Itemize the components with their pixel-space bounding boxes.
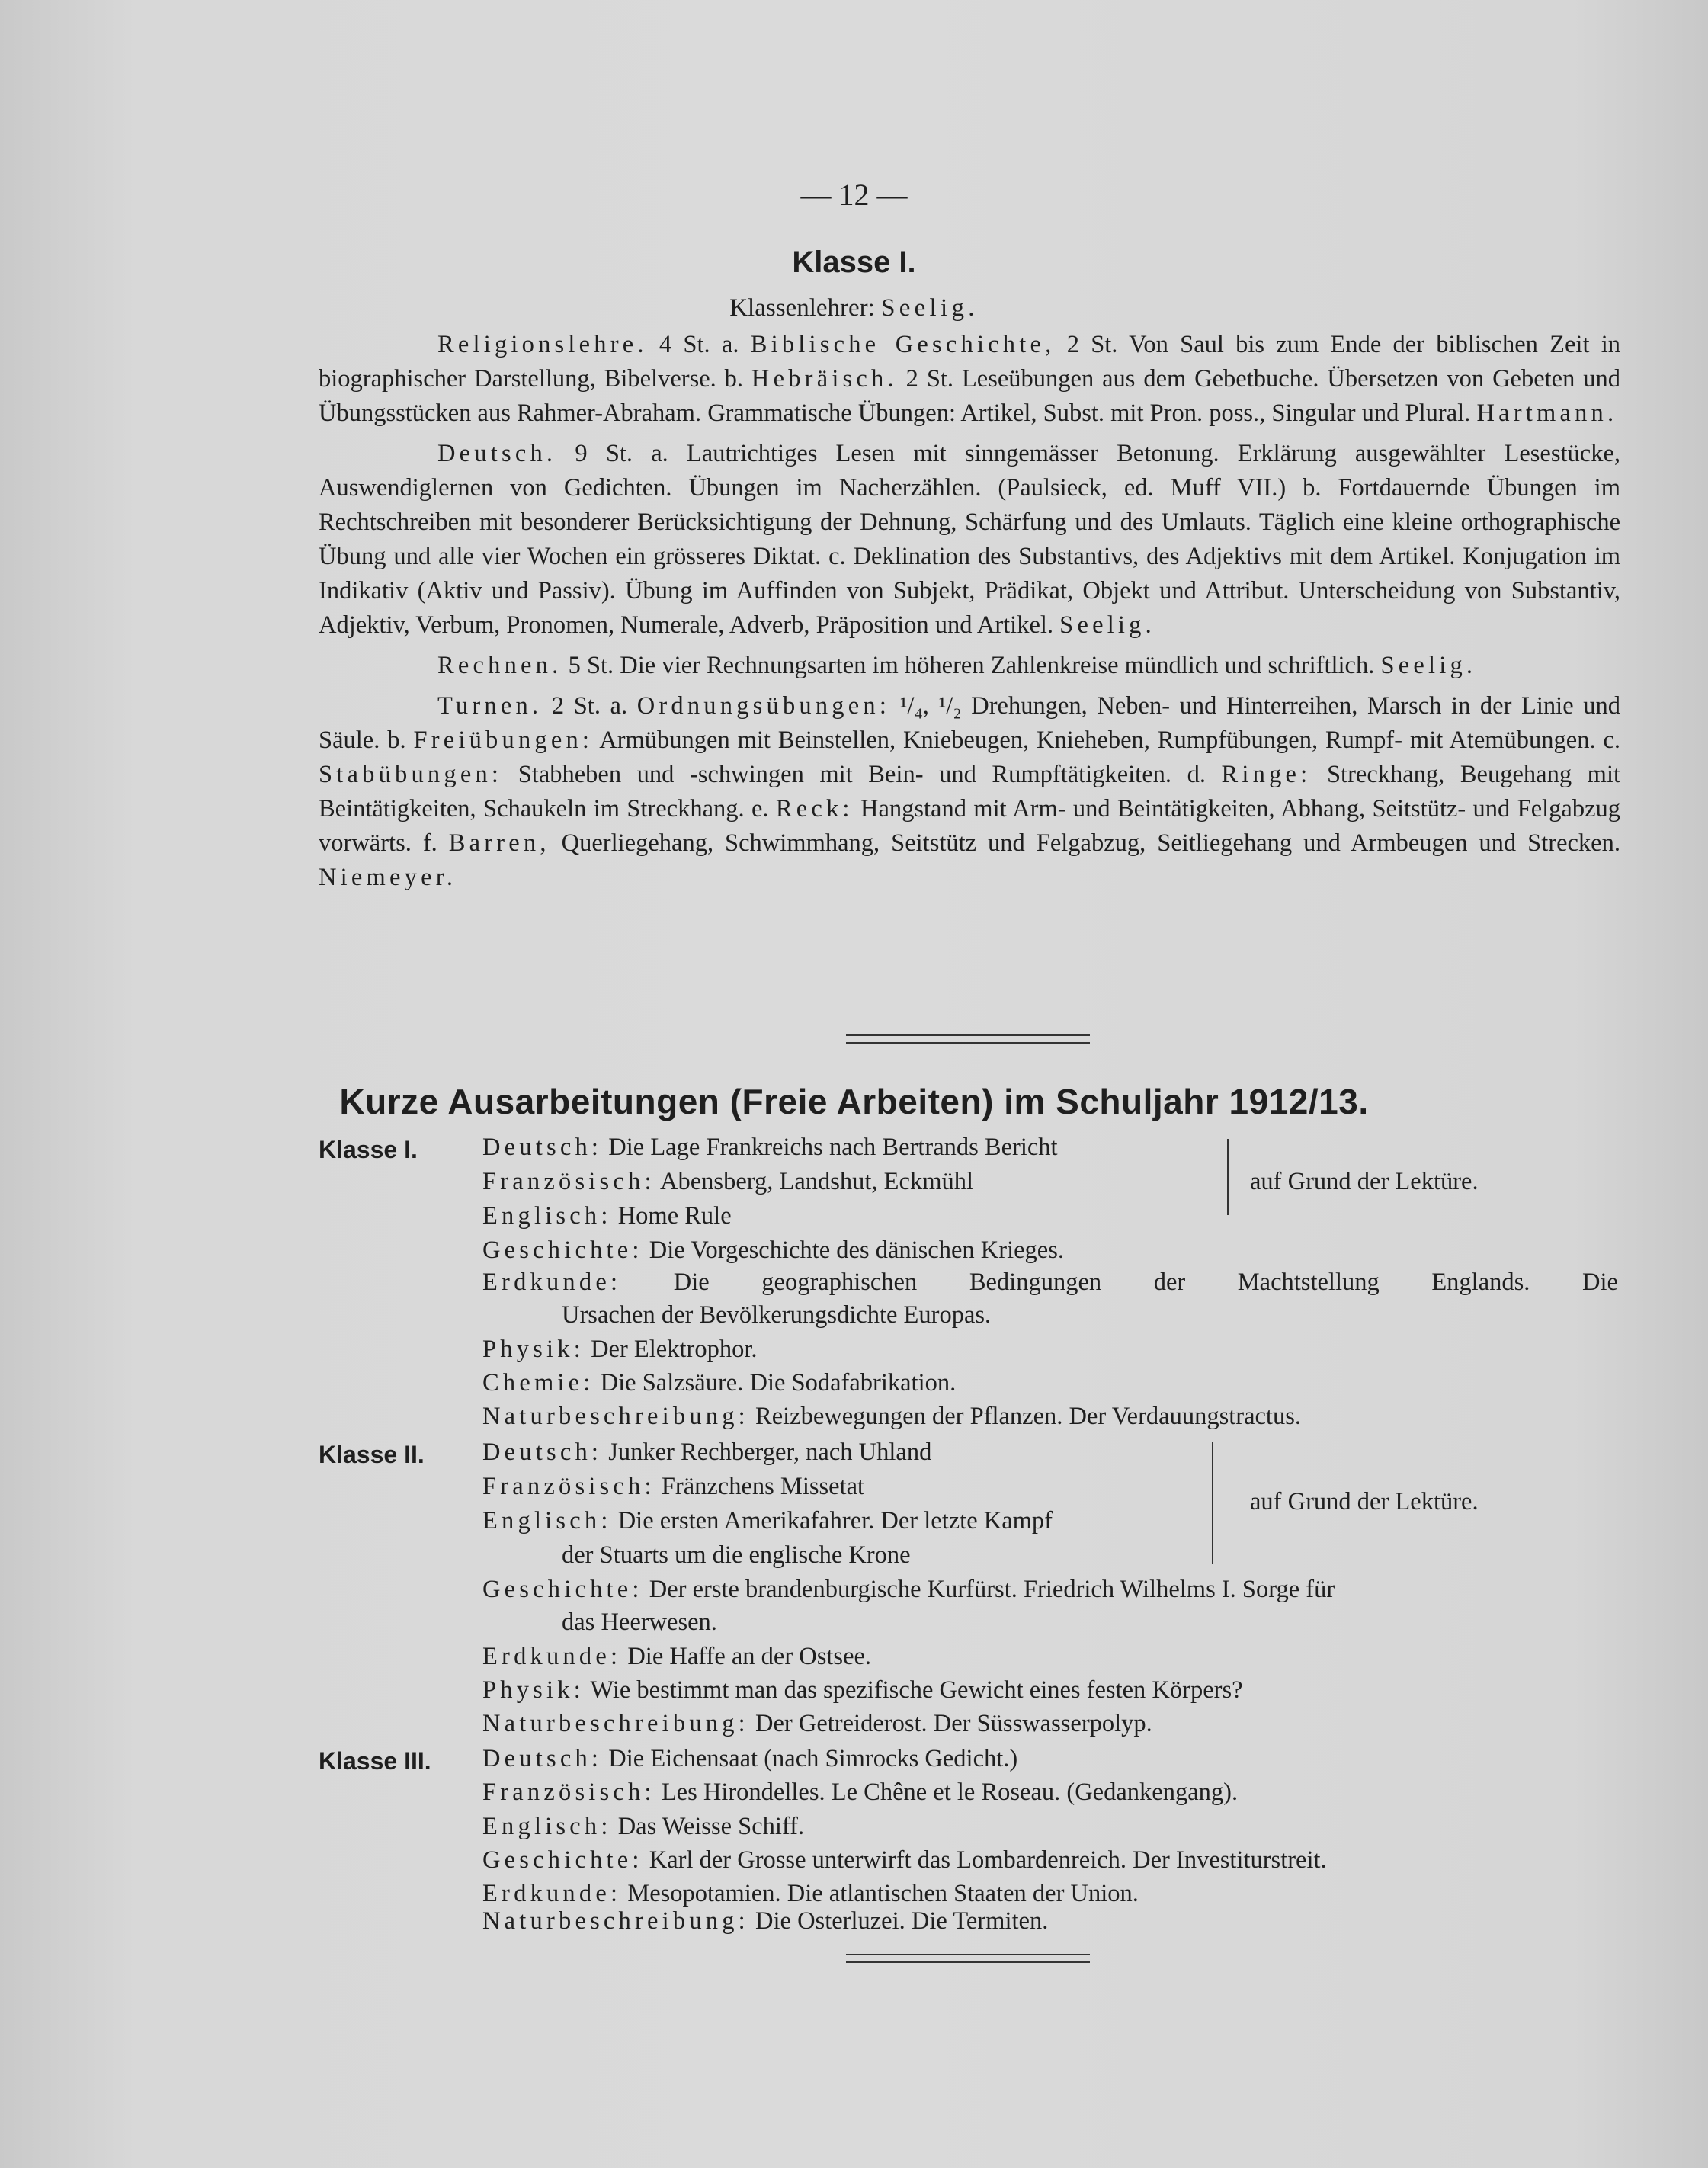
brace-bracket xyxy=(1227,1139,1238,1215)
paragraph-rechnen xyxy=(319,649,1620,683)
subject-label: Geschichte: xyxy=(482,1846,643,1874)
k1-naturbeschreibung xyxy=(482,1403,1301,1431)
section-title-klasse-1: Klasse I. xyxy=(792,245,916,279)
topic-word: geographischen xyxy=(761,1268,918,1296)
topic-text: Der Getreiderost. Der Süsswasserpolyp. xyxy=(748,1710,1152,1737)
k2-franzoesisch xyxy=(482,1473,864,1501)
subsection-label: Ordnungsübungen: xyxy=(636,692,891,720)
k1-physik xyxy=(482,1336,757,1364)
topic-word: Bedingungen xyxy=(969,1268,1102,1296)
topic-text: Der Elektrophor. xyxy=(584,1336,758,1363)
section-heading-kurze-ausarbeitungen: Kurze Ausarbeitungen (Freie Arbeiten) im Schuljahr 1912/13. xyxy=(339,1082,1369,1121)
paragraph-text: Armübungen mit Beinstellen, Kniebeugen, Knieheben, Rumpfübungen, Rumpf- mit Atemübungen. c. xyxy=(593,726,1620,754)
topic-text: Die ersten Amerikafahrer. Der letzte Kampf xyxy=(611,1507,1053,1535)
k2-deutsch xyxy=(482,1438,931,1467)
subsection-label: Barren, xyxy=(448,829,550,857)
brace-bracket xyxy=(1212,1442,1223,1564)
paragraph-text: 2 St. a. xyxy=(542,692,637,720)
subject-label: Naturbeschreibung: xyxy=(482,1403,749,1430)
paragraph-deutsch xyxy=(319,437,1620,643)
subject-label: Physik: xyxy=(482,1676,585,1704)
topic-text: Das Weisse Schiff. xyxy=(611,1813,805,1840)
paragraph-text: ¹/₄, ¹/₂ Drehungen, Neben- und Hinterreihen, Marsch in der Linie und Säule. b. xyxy=(319,692,1620,754)
subject-label: Religionslehre. xyxy=(437,331,648,358)
teacher-name: Seelig. xyxy=(1059,611,1155,639)
subject-label: Turnen. xyxy=(437,692,543,720)
k2-erdkunde xyxy=(482,1643,871,1671)
k2-naturbeschreibung xyxy=(482,1710,1152,1738)
subject-label: Naturbeschreibung: xyxy=(482,1907,749,1935)
topic-text: Home Rule xyxy=(611,1202,732,1230)
subject-label: Deutsch: xyxy=(482,1745,603,1772)
paragraph-text: 2 St. Von Saul bis zum Ende der biblischen Zeit in biographischer Darstellung, Bibelverse. b. xyxy=(319,331,1621,393)
topic-text: Die Eichensaat (nach Simrocks Gedicht.) xyxy=(602,1745,1018,1772)
k2-englisch xyxy=(482,1507,1053,1535)
subject-label: Geschichte: xyxy=(482,1576,643,1603)
klasse-1-label: Klasse I. xyxy=(319,1136,418,1163)
k3-erdkunde xyxy=(482,1880,1139,1908)
subsection-label: Reck: xyxy=(775,795,854,823)
klasse-3-label: Klasse III. xyxy=(319,1747,431,1775)
topic-text: Mesopotamien. Die atlantischen Staaten der Union. xyxy=(621,1880,1139,1907)
section-divider xyxy=(846,1034,1090,1044)
topic-word: der xyxy=(1153,1268,1186,1296)
subsection-label: Hebräisch. xyxy=(751,365,898,393)
k1-erdkunde xyxy=(482,1268,1618,1297)
paragraph-religion xyxy=(319,328,1620,431)
k2-englisch-cont: der Stuarts um die englische Krone xyxy=(562,1541,911,1569)
subject-label: Englisch: xyxy=(482,1507,612,1535)
subject-label: Rechnen. xyxy=(437,652,562,679)
subject-label: Erdkunde: xyxy=(482,1880,622,1907)
k1-geschichte xyxy=(482,1236,1064,1265)
k2-brace-note: auf Grund der Lektüre. xyxy=(1250,1488,1479,1515)
paragraph-text: 5 St. Die vier Rechnungsarten im höheren Zahlenkreise mündlich und schriftlich. xyxy=(562,652,1381,679)
klasse-2-label: Klasse II. xyxy=(319,1441,425,1468)
teacher-name: Niemeyer. xyxy=(319,864,457,891)
k2-geschichte-cont: das Heerwesen. xyxy=(562,1608,717,1636)
subject-label: Englisch: xyxy=(482,1202,612,1230)
subject-label: Englisch: xyxy=(482,1813,612,1840)
topic-text: Die Lage Frankreichs nach Bertrands Bericht xyxy=(602,1134,1058,1161)
page-number: — 12 — xyxy=(800,178,908,212)
topic-text: Fränzchens Missetat xyxy=(655,1473,865,1500)
k3-franzoesisch xyxy=(482,1778,1238,1807)
topic-text: Abensberg, Landshut, Eckmühl xyxy=(655,1168,974,1195)
subsection-label: Ringe: xyxy=(1221,761,1312,788)
topic-text: Die Vorgeschichte des dänischen Krieges. xyxy=(643,1236,1064,1264)
topic-word: Die xyxy=(673,1268,710,1296)
curriculum-body xyxy=(319,328,1620,901)
class-teacher-name: Seelig. xyxy=(881,294,979,322)
subject-label: Deutsch: xyxy=(482,1438,603,1466)
topic-text: Reizbewegungen der Pflanzen. Der Verdauungstractus. xyxy=(748,1403,1301,1430)
k1-chemie xyxy=(482,1369,956,1397)
class-teacher-line xyxy=(0,294,1708,322)
topic-text: Die Haffe an der Ostsee. xyxy=(621,1643,872,1670)
k1-franzoesisch xyxy=(482,1168,973,1196)
k3-deutsch xyxy=(482,1745,1017,1773)
topic-text: Der erste brandenburgische Kurfürst. Friedrich Wilhelms I. Sorge für xyxy=(643,1576,1335,1603)
subject-label: Erdkunde: xyxy=(482,1268,622,1296)
k1-erdkunde-cont: Ursachen der Bevölkerungsdichte Europas. xyxy=(562,1301,992,1329)
subject-label: Erdkunde: xyxy=(482,1643,622,1670)
topic-text: Les Hirondelles. Le Chêne et le Roseau. (Gedankengang). xyxy=(655,1778,1239,1806)
topic-word: Die xyxy=(1581,1268,1618,1296)
topic-text: Karl der Grosse unterwirft das Lombardenreich. Der Investiturstreit. xyxy=(643,1846,1327,1874)
k1-brace-note: auf Grund der Lektüre. xyxy=(1250,1168,1479,1195)
k2-physik xyxy=(482,1676,1243,1705)
teacher-name: Hartmann. xyxy=(1476,399,1618,427)
topic-text: Die Osterluzei. Die Termiten. xyxy=(748,1907,1049,1935)
teacher-name: Seelig. xyxy=(1380,652,1477,679)
subject-label: Französisch: xyxy=(482,1168,655,1195)
subject-label: Geschichte: xyxy=(482,1236,643,1264)
k1-englisch xyxy=(482,1202,732,1230)
topic-word: Machtstellung xyxy=(1237,1268,1380,1296)
subject-label: Physik: xyxy=(482,1336,585,1363)
class-teacher-label: Klassenlehrer: xyxy=(729,294,875,322)
subsection-label: Biblische Geschichte, xyxy=(750,331,1056,358)
subject-label: Französisch: xyxy=(482,1778,655,1806)
k3-geschichte xyxy=(482,1846,1327,1875)
topic-text: Die Salzsäure. Die Sodafabrikation. xyxy=(594,1369,957,1397)
paragraph-turnen xyxy=(319,689,1620,895)
k1-deutsch xyxy=(482,1134,1058,1162)
subject-label: Deutsch: xyxy=(482,1134,603,1161)
topic-text: Wie bestimmt man das spezifische Gewicht eines festen Körpers? xyxy=(584,1676,1243,1704)
paragraph-text: Querliegehang, Schwimmhang, Seitstütz und Felgabzug, Seitliegehang und Armbeugen und Strecken. xyxy=(550,829,1620,857)
paragraph-text: Streckhang, Beugehang mit Beintätigkeiten, Schaukeln im Streckhang. e. xyxy=(319,761,1621,823)
subject-label: Naturbeschreibung: xyxy=(482,1710,749,1737)
subject-label: Französisch: xyxy=(482,1473,655,1500)
topic-word: Englands. xyxy=(1431,1268,1530,1296)
paragraph-text: 4 St. a. xyxy=(647,331,751,358)
section-divider xyxy=(846,1954,1090,1963)
subsection-label: Freiübungen: xyxy=(413,726,594,754)
paragraph-text: Stabheben und -schwingen mit Bein- und Rumpftätigkeiten. d. xyxy=(502,761,1222,788)
paragraph-text: 2 St. Leseübungen aus dem Gebetbuche. Übersetzen von Gebeten und Übungsstücken aus Rahmer-Abraham. Grammatische Übungen: Artikel, Subst. mit Pron. poss., Singular und Plural. xyxy=(319,365,1620,427)
subsection-label: Stabübungen: xyxy=(319,761,503,788)
k3-naturbeschreibung xyxy=(482,1907,1048,1935)
paragraph-text: Hangstand mit Arm- und Beintätigkeiten, Abhang, Seitstütz- und Felgabzug vorwärts. f. xyxy=(319,795,1620,857)
k2-geschichte xyxy=(482,1576,1335,1604)
topic-text: Junker Rechberger, nach Uhland xyxy=(602,1438,932,1466)
subject-label: Chemie: xyxy=(482,1369,594,1397)
subject-label: Deutsch. xyxy=(437,440,557,467)
paragraph-text: 9 St. a. Lautrichtiges Lesen mit sinngemässer Betonung. Erklärung ausgewählter Lesestücke, Auswendiglernen von Gedichten. Übungen im Nacherzählen. (Paulsieck, ed. Muff VII.) b. Fortdauernde Übungen im Rechtschreiben mit besonderer Berücksichtigung der Dehnung, Schärfung und des Umlauts. Täglich eine kleine orthographische Übung und alle vier Wochen ein grösseres Diktat. c. Deklination des Substantivs, des Adjektivs mit dem Artikel. Konjugation im Indikativ (Aktiv und Passiv). Übung im Auffinden von Subjekt, Prädikat, Objekt und Attribut. Unterscheidung von Substantiv, Adjektiv, Verbum, Pronomen, Numerale, Adverb, Präposition und Artikel. xyxy=(319,440,1620,639)
k3-englisch xyxy=(482,1813,804,1841)
